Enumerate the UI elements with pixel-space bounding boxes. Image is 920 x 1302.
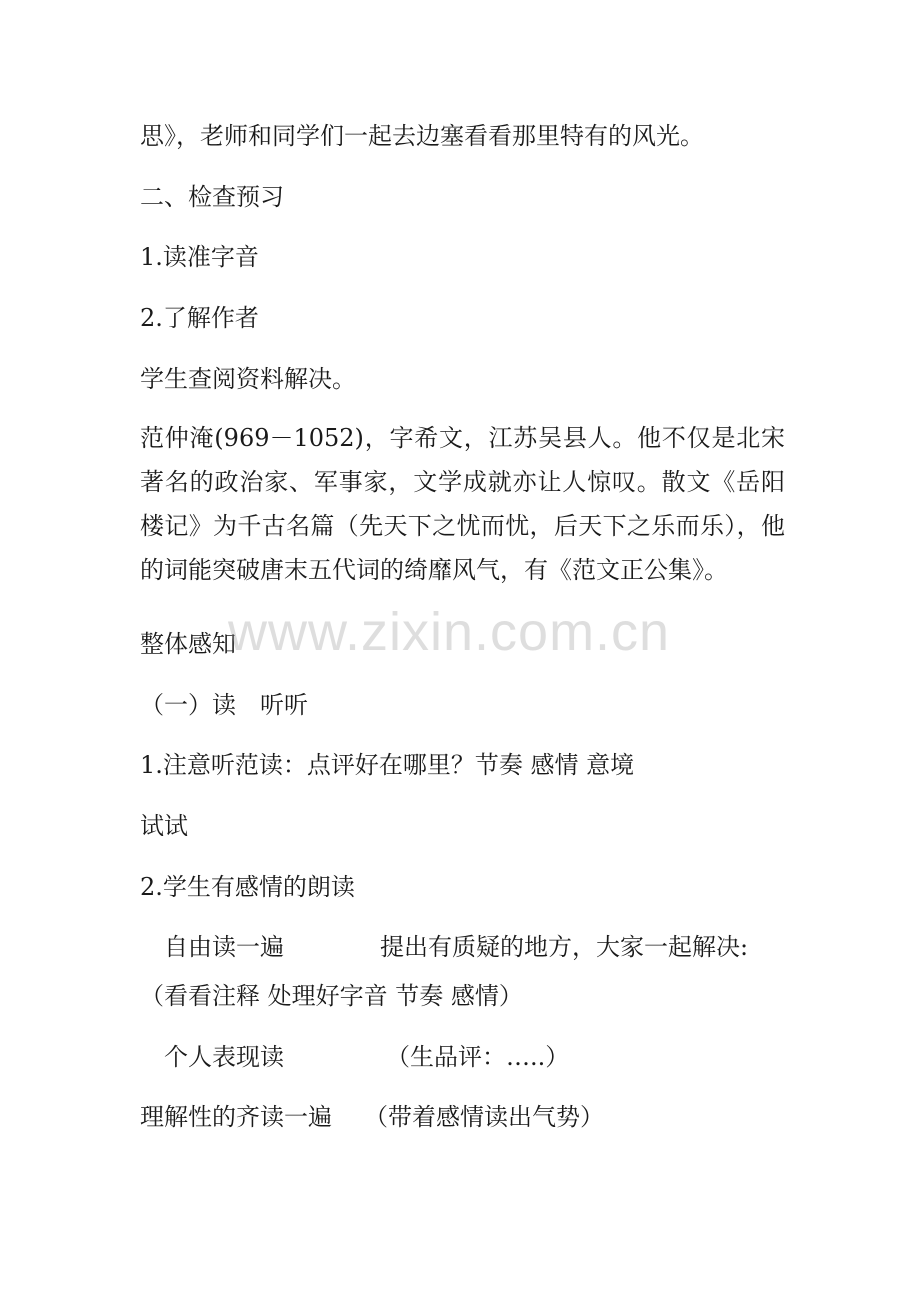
peer-review-text: （生品评：…..） <box>386 1043 570 1071</box>
raise-questions-text: 提出有质疑的地方，大家一起解决: <box>380 933 749 961</box>
watermark-text: www.zixin.com.cn <box>228 602 671 662</box>
heading-check-preview: 二、检查预习 <box>140 183 284 211</box>
free-read-notes: （看看注释 处理好字音 节奏 感情） <box>140 982 523 1010</box>
group-read-note: （带着感情读出气势） <box>364 1103 604 1131</box>
students-research-text: 学生查阅资料解决。 <box>140 365 356 393</box>
sub-heading-listen: （一）读 听听 <box>140 691 308 719</box>
intro-line: 思》，老师和同学们一起去边塞看看那里特有的风光。 <box>140 122 704 150</box>
group-read-label: 理解性的齐读一遍 <box>140 1103 332 1131</box>
try-it-text: 试试 <box>140 812 188 840</box>
item-know-author: 2.了解作者 <box>140 304 259 332</box>
item-student-read: 2.学生有感情的朗读 <box>140 873 355 901</box>
heading-overall-perception: 整体感知 <box>140 630 236 658</box>
author-bio-paragraph: 范仲淹(969－1052)，字希文，江苏吴县人。他不仅是北宋著名的政治家、军事家，文学成就亦让人惊叹。散文《岳阳楼记》为千古名篇（先天下之忧而忧，后天下之乐而乐），他的词能突破唐末五代词的绮靡风气，有《范文正公集》。 <box>140 424 785 584</box>
item-listen-model-reading: 1.注意听范读：点评好在哪里？节奏 感情 意境 <box>140 751 635 779</box>
free-read-label: 自由读一遍 <box>164 933 284 961</box>
individual-read-label: 个人表现读 <box>164 1043 284 1071</box>
item-read-pronunciation: 1.读准字音 <box>140 243 259 271</box>
